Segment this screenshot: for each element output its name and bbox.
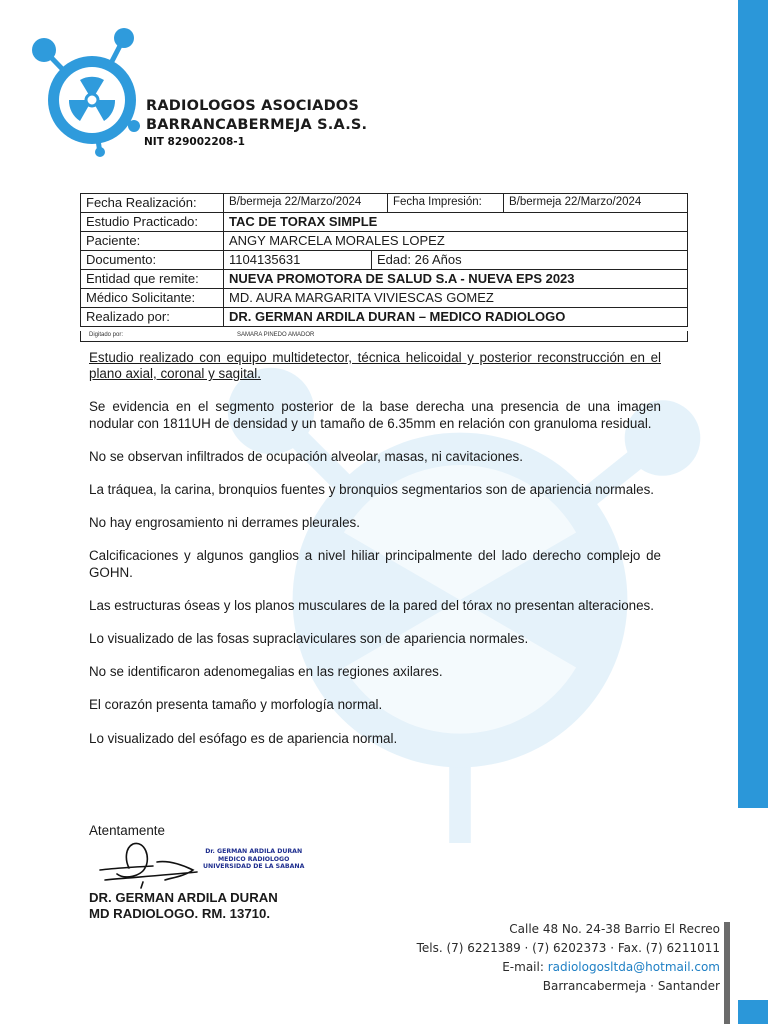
doctor-signature-block — [89, 890, 278, 922]
closing-greeting: Atentamente — [89, 823, 165, 838]
stamp-line-1: Dr. GERMAN ARDILA DURAN — [205, 848, 303, 855]
doctor-stamp — [203, 848, 304, 871]
entidad-value: NUEVA PROMOTORA DE SALUD S.A - NUEVA EPS 2023 — [229, 271, 575, 286]
decorative-side-bar — [738, 0, 768, 808]
doctor-credential: MD RADIOLOGO. RM. 13710. — [89, 906, 270, 921]
digitado-value: SAMARA PINEDO AMADOR — [237, 332, 315, 338]
info-row-medico — [81, 289, 687, 308]
handwritten-signature-icon — [95, 838, 205, 890]
stamp-line-2: MEDICO RADIOLOGO — [218, 855, 290, 863]
decorative-side-bar-bottom — [738, 1000, 768, 1024]
documento-value: 1104135631 — [224, 251, 372, 269]
report-paragraph-10: Lo visualizado del esófago es de apariencia normal. — [89, 730, 398, 746]
medico-label: Médico Solicitante: — [81, 289, 224, 307]
report-body — [89, 350, 661, 747]
fecha-impresion-label: Fecha Impresión: — [388, 194, 504, 212]
digitado-row — [80, 331, 688, 342]
contact-address: Calle 48 No. 24-38 Barrio El Recreo — [509, 922, 720, 936]
info-row-estudio — [81, 213, 687, 232]
paciente-label: Paciente: — [81, 232, 224, 250]
report-paragraph-3: La tráquea, la carina, bronquios fuentes y bronquios segmentarios son de apariencia normales. — [89, 482, 654, 498]
report-paragraph-5: Calcificaciones y algunos ganglios a nivel hiliar principalmente del lado derecho complejo de GOHN. — [89, 548, 661, 580]
company-name — [146, 97, 367, 135]
fecha-realizacion-value: B/bermeja 22/Marzo/2024 — [224, 194, 388, 212]
contact-email-label: E-mail: — [502, 960, 548, 974]
report-paragraph-7: Lo visualizado de las fosas supraclaviculares son de apariencia normales. — [89, 631, 529, 647]
report-paragraph-4: No hay engrosamiento ni derrames pleurales. — [89, 515, 360, 531]
info-row-realizado — [81, 308, 687, 326]
estudio-label: Estudio Practicado: — [81, 213, 224, 231]
report-paragraph-2: No se observan infiltrados de ocupación alveolar, masas, ni cavitaciones. — [89, 448, 523, 464]
entidad-label: Entidad que remite: — [81, 270, 224, 288]
realizado-value: DR. GERMAN ARDILA DURAN – MEDICO RADIOLOGO — [229, 309, 566, 324]
estudio-value: TAC DE TORAX SIMPLE — [229, 214, 378, 229]
info-row-paciente — [81, 232, 687, 251]
footer-divider-bar — [724, 922, 730, 1024]
info-row-documento — [81, 251, 687, 270]
medico-value: MD. AURA MARGARITA VIVIESCAS GOMEZ — [229, 290, 494, 305]
digitado-label: Digitado por: — [89, 332, 124, 338]
edad-value: Edad: 26 Años — [377, 252, 462, 267]
company-nit: NIT 829002208-1 — [144, 136, 245, 148]
report-paragraph-6: Las estructuras óseas y los planos musculares de la pared del tórax no presentan alteraciones. — [89, 597, 654, 613]
doctor-name: DR. GERMAN ARDILA DURAN — [89, 890, 278, 905]
company-logo-icon — [22, 18, 152, 158]
report-paragraph-9: El corazón presenta tamaño y morfología normal. — [89, 697, 383, 713]
contact-email-row — [417, 958, 720, 977]
contact-email[interactable]: radiologosltda@hotmail.com — [547, 960, 720, 974]
paciente-value: ANGY MARCELA MORALES LOPEZ — [229, 233, 445, 248]
company-name-line1: RADIOLOGOS ASOCIADOS — [146, 98, 359, 114]
report-intro: Estudio realizado con equipo multidetector, técnica helicoidal y posterior reconstrucción en el plano axial, coronal y sagital. — [89, 350, 661, 382]
info-row-entidad — [81, 270, 687, 289]
stamp-line-3: UNIVERSIDAD DE LA SABANA — [203, 863, 305, 870]
patient-info-table — [80, 193, 688, 327]
realizado-label: Realizado por: — [81, 308, 224, 326]
report-paragraph-8: No se identificaron adenomegalias en las regiones axilares. — [89, 664, 443, 680]
fecha-realizacion-label: Fecha Realización: — [81, 194, 224, 212]
contact-footer — [417, 920, 720, 996]
info-row-fechas — [81, 194, 687, 213]
documento-label: Documento: — [81, 251, 224, 269]
contact-city: Barrancabermeja · Santander — [542, 979, 720, 993]
report-paragraph-1: Se evidencia en el segmento posterior de la base derecha una presencia de una imagen nodular con 1811UH de densidad y un tamaño de 6.35mm en relación con granuloma residual. — [89, 399, 661, 431]
contact-phones: Tels. (7) 6221389 · (7) 6202373 · Fax. (7) 6211011 — [416, 941, 720, 955]
company-name-line2: BARRANCABERMEJA S.A.S. — [146, 117, 368, 133]
fecha-impresion-value: B/bermeja 22/Marzo/2024 — [509, 196, 642, 208]
